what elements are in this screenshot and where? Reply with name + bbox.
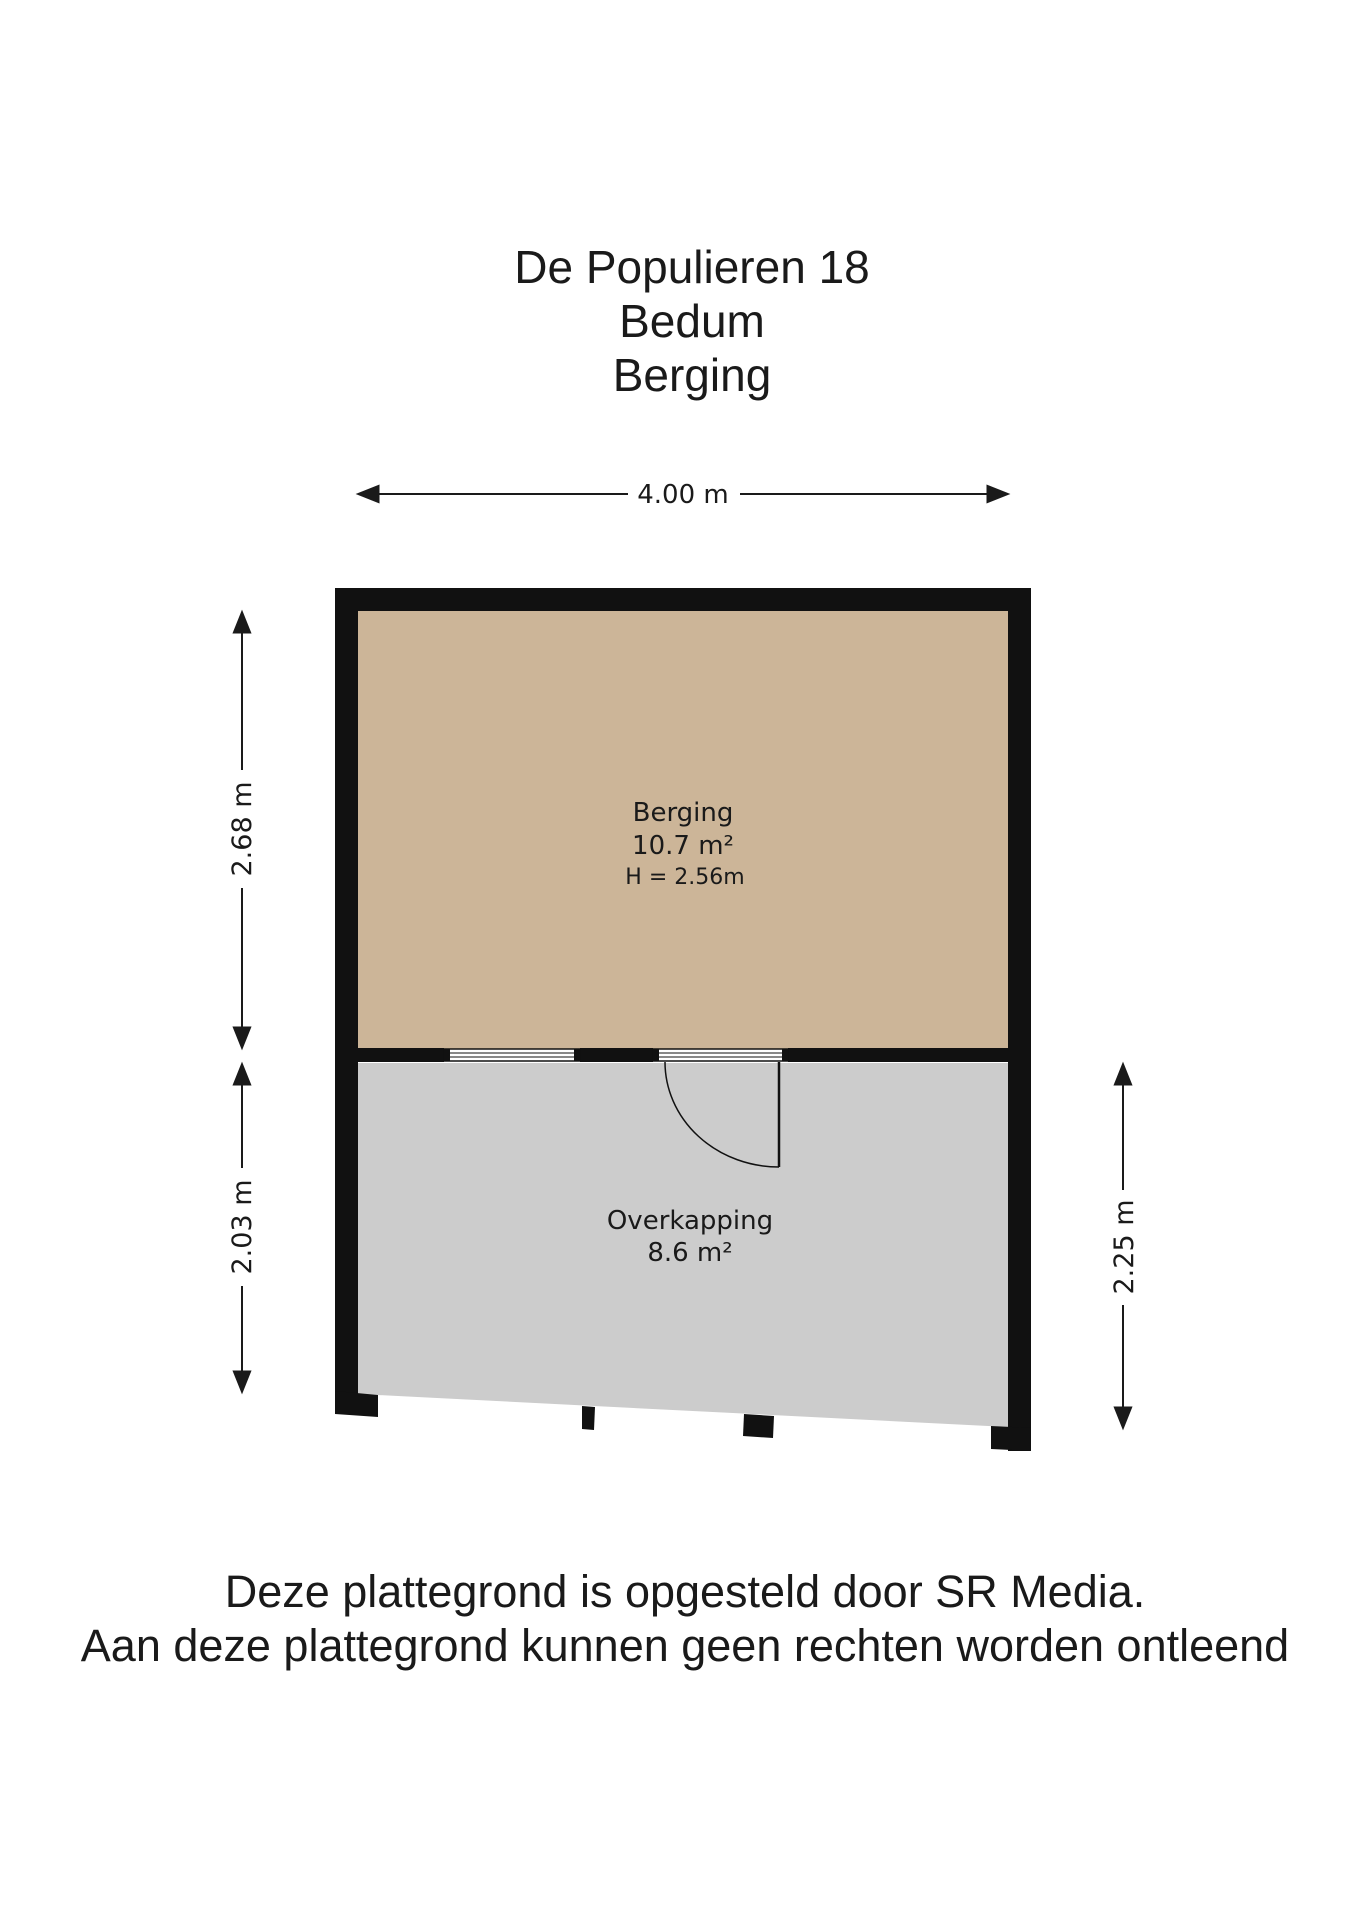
interior-wall-2 xyxy=(580,1048,653,1062)
berging-area: 10.7 m² xyxy=(632,831,734,861)
dimension-left-lower xyxy=(227,1064,258,1392)
disclaimer-line-2: Aan deze plattegrond kunnen geen rechten worden ontleend xyxy=(80,1620,1290,1671)
window xyxy=(444,1049,580,1061)
floor-title: Berging xyxy=(612,349,772,401)
disclaimer xyxy=(0,1565,1358,1673)
dimension-right-label: 2.25 m xyxy=(1109,1199,1140,1295)
post-1 xyxy=(582,1406,595,1430)
wall-right xyxy=(1008,588,1031,1451)
interior-wall-1 xyxy=(358,1048,444,1062)
dimension-width-label: 4.00 m xyxy=(637,480,729,510)
wall-right-foot xyxy=(991,1426,1031,1451)
wall-left-foot xyxy=(335,1391,378,1417)
dimension-left-upper xyxy=(227,612,258,1048)
dimension-right xyxy=(1109,1064,1140,1428)
interior-wall-3 xyxy=(788,1048,1008,1062)
overkapping-area: 8.6 m² xyxy=(647,1238,733,1268)
dimension-width xyxy=(358,480,1008,510)
wall-left xyxy=(335,588,358,1414)
wall-top xyxy=(335,588,1031,611)
dimension-left-upper-label: 2.68 m xyxy=(227,781,258,877)
berging-label xyxy=(625,798,744,890)
city-title: Bedum xyxy=(619,295,765,347)
dimension-left-lower-label: 2.03 m xyxy=(227,1179,258,1275)
post-2 xyxy=(743,1414,774,1438)
disclaimer-line-1: Deze plattegrond is opgesteld door SR Media. xyxy=(224,1566,1146,1617)
address-title: De Populieren 18 xyxy=(514,241,870,293)
berging-name: Berging xyxy=(632,798,734,828)
berging-height: H = 2.56m xyxy=(625,865,745,890)
overkapping-name: Overkapping xyxy=(606,1206,774,1236)
